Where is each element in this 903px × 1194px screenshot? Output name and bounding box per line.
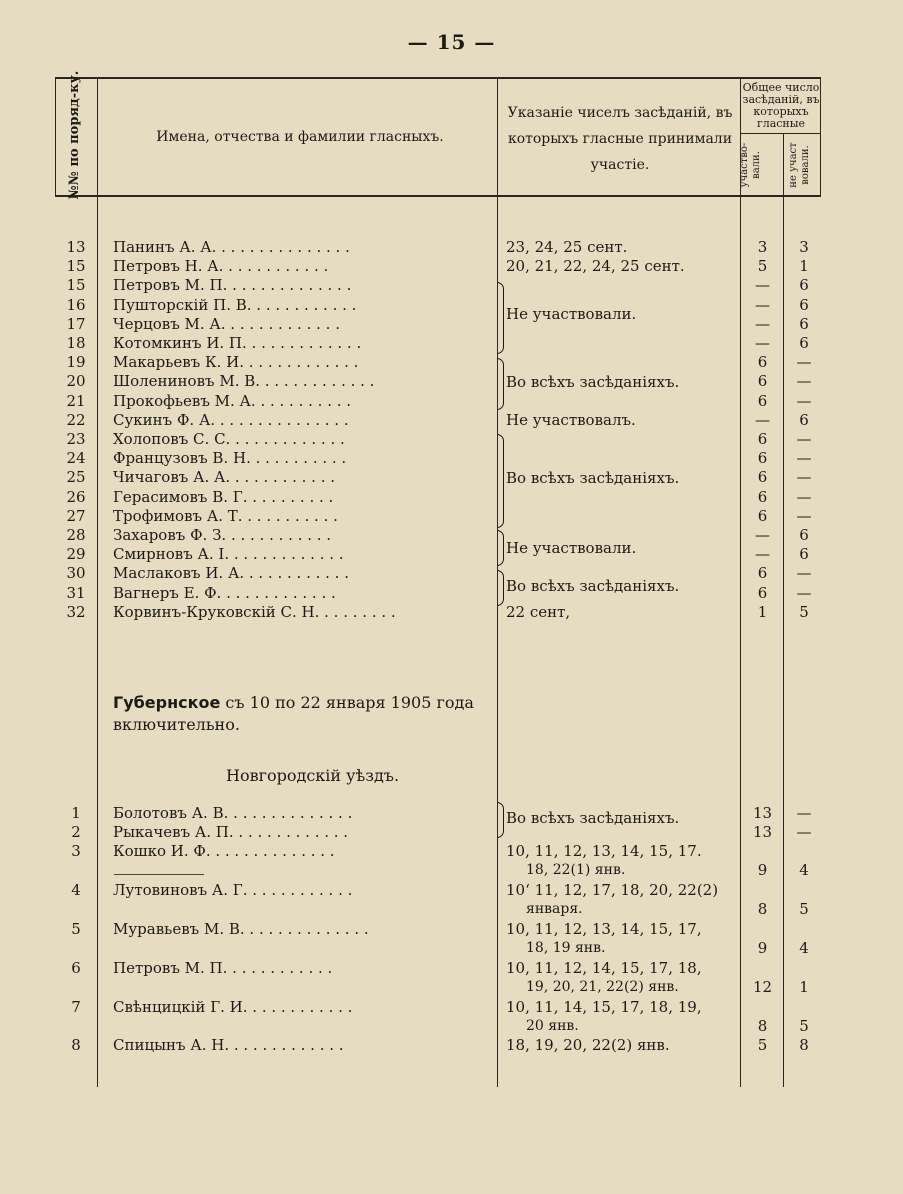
brace-group-3 (497, 434, 504, 528)
table-row (0, 295, 903, 315)
group-note-2: Во всѣхъ засѣданіяхъ. (506, 373, 680, 391)
brace-group-2 (497, 358, 504, 410)
row-name: Герасимовъ В. Г. . . . . . . . . . (113, 487, 334, 506)
table-row (0, 822, 903, 842)
row-number: 27 (66, 506, 86, 525)
row-number: 26 (66, 487, 86, 506)
table-row (0, 563, 903, 583)
row-dates-line1: 18, 19, 20, 22(2) янв. (506, 1036, 670, 1054)
row-name: Кошко И. Ф. . . . . . . . . . . . . . (113, 842, 335, 860)
group-note-3: Во всѣхъ засѣданіяхъ. (506, 469, 680, 487)
row-dates-line1: 10, 11, 14, 15, 17, 18, 19, (506, 998, 702, 1016)
row-name: Пушторскій П. В. . . . . . . . . . . . (113, 295, 357, 314)
row-took-part: 8 (757, 1017, 768, 1035)
row-name: Лутовиновъ А. Г. . . . . . . . . . . . (113, 881, 353, 899)
section-title (113, 692, 474, 714)
row-not-took-part: — (796, 372, 812, 391)
row-took-part: 6 (757, 487, 768, 506)
table-row (0, 880, 903, 918)
row-number: 32 (66, 602, 86, 621)
row-dates: 22 сент, (506, 602, 571, 621)
row-number: 15 (66, 276, 86, 295)
row-name: Петровъ М. П. . . . . . . . . . . . (113, 959, 333, 977)
row-took-part: 6 (757, 506, 768, 525)
row-took-part: 9 (757, 939, 768, 957)
header-col-names: Имена, отчества и фамилии гласныхъ. (156, 129, 444, 145)
table-row (0, 237, 903, 257)
table-row (0, 467, 903, 487)
row-number: 7 (71, 998, 81, 1016)
row-number: 1 (71, 804, 81, 822)
group-note-1: Не участвовали. (506, 305, 637, 323)
row-took-part: 6 (757, 430, 768, 448)
table-row (0, 487, 903, 507)
row-name: Болотовъ А. В. . . . . . . . . . . . . . (113, 804, 353, 822)
table-row (0, 1035, 903, 1055)
row-took-part: 3 (757, 238, 768, 256)
row-name: Трофимовъ А. Т. . . . . . . . . . . (113, 506, 338, 525)
row-name: Спицынъ А. Н. . . . . . . . . . . . . (113, 1036, 344, 1054)
row-dates-line2: 18, 22(1) янв. (526, 862, 626, 878)
row-number: 19 (66, 353, 86, 372)
row-number: 29 (66, 545, 86, 564)
row-not-took-part: 6 (799, 410, 809, 429)
row-dates-line1: 10, 11, 12, 13, 14, 15, 17. (506, 842, 702, 860)
row-number: 30 (66, 564, 86, 583)
row-number: 25 (66, 468, 86, 487)
row-took-part: — (755, 295, 770, 314)
row-took-part: 6 (757, 583, 768, 602)
row-not-took-part: — (796, 583, 812, 602)
row-dates: Не участвовалъ. (506, 410, 636, 429)
row-not-took-part: 1 (799, 257, 809, 276)
row-number: 20 (66, 372, 86, 391)
row-not-took-part: 6 (799, 526, 809, 544)
row-name: Смирновъ А. I. . . . . . . . . . . . . (113, 545, 344, 564)
row-name: Захаровъ Ф. З. . . . . . . . . . . . (113, 526, 332, 544)
row-took-part: 6 (757, 468, 768, 487)
row-not-took-part: 6 (799, 334, 809, 352)
table-row (0, 314, 903, 334)
row-not-took-part: — (796, 430, 812, 448)
section-title-line2: включительно. (113, 715, 240, 734)
table-row (0, 448, 903, 468)
row-not-took-part: — (796, 487, 812, 506)
row-took-part: 1 (757, 602, 768, 621)
header-col-dates: Указаніе чиселъ засѣданій, въ которыхъ гласные принимали участіе. (507, 105, 733, 173)
table-row (0, 333, 903, 353)
row-dates-line2: января. (526, 901, 583, 917)
uezd-title: Новгородскій уѣздъ. (226, 766, 400, 785)
table-row (0, 958, 903, 996)
row-took-part: 5 (757, 257, 768, 276)
row-not-took-part: 6 (799, 276, 809, 295)
brace-group-4 (497, 530, 504, 566)
row-number: 4 (71, 881, 81, 899)
table-row (0, 352, 903, 372)
row-dates-line1: 10, 11, 12, 14, 15, 17, 18, (506, 959, 702, 977)
row-not-took-part: 4 (799, 861, 809, 879)
row-name: Сукинъ Ф. А. . . . . . . . . . . . . . . (113, 410, 349, 429)
group-note-4: Не участвовали. (506, 539, 637, 557)
row-took-part: 8 (757, 900, 768, 918)
header-not-took-part: не участ вовали. (788, 142, 811, 188)
row-name: Макарьевъ К. И. . . . . . . . . . . . . (113, 353, 359, 372)
row-took-part: 6 (757, 353, 768, 372)
row-name: Прокофьевъ М. А. . . . . . . . . . . (113, 391, 352, 410)
table-row (0, 525, 903, 545)
row-number: 23 (66, 430, 86, 448)
table-row (0, 544, 903, 564)
row-dates: 23, 24, 25 сент. (506, 238, 628, 256)
header-took-part: участво-вали. (739, 142, 762, 188)
row-number: 21 (66, 391, 86, 410)
section-title-bold: Губернское (113, 693, 221, 712)
group-note-6: Во всѣхъ засѣданіяхъ. (506, 809, 680, 827)
table-row (0, 506, 903, 526)
row-number: 17 (66, 314, 86, 333)
table-row (0, 803, 903, 823)
row-dates-line1: 10‘ 11, 12, 17, 18, 20, 22(2) (506, 881, 719, 899)
row-name: Корвинъ-Круковскій С. Н. . . . . . . . . (113, 602, 396, 621)
row-name: Вагнеръ Е. Ф. . . . . . . . . . . . . (113, 583, 336, 602)
table-top-rule (55, 77, 820, 79)
row-not-took-part: 3 (799, 238, 809, 256)
row-name: Свѣнцицкій Г. И. . . . . . . . . . . . (113, 998, 353, 1016)
table-row (0, 429, 903, 449)
table-row (0, 410, 903, 430)
row-name: Петровъ М. П. . . . . . . . . . . . . . (113, 276, 352, 295)
row-name: Холоповъ С. С. . . . . . . . . . . . . (113, 430, 345, 448)
row-took-part: 13 (752, 823, 773, 841)
table-row (0, 371, 903, 391)
brace-group-1 (497, 282, 504, 354)
row-name: Черцовъ М. А. . . . . . . . . . . . . (113, 314, 340, 333)
table-row (0, 583, 903, 603)
row-number: 18 (66, 334, 86, 352)
row-took-part: — (755, 314, 770, 333)
section-title-rest: съ 10 по 22 января 1905 года (220, 693, 474, 712)
row-not-took-part: — (796, 804, 812, 822)
row-not-took-part: 5 (799, 900, 809, 918)
header-col-num: №№ по поряд-ку. (67, 70, 82, 200)
row-name: Маслаковъ И. А. . . . . . . . . . . . (113, 564, 349, 583)
row-not-took-part: 8 (799, 1036, 809, 1054)
row-number: 8 (71, 1036, 81, 1054)
row-not-took-part: 6 (799, 314, 809, 333)
row-not-took-part: 4 (799, 939, 809, 957)
row-not-took-part: — (796, 391, 812, 410)
row-dates: 20, 21, 22, 24, 25 сент. (506, 257, 685, 276)
col-divider-num (55, 77, 56, 197)
row-name: Французовъ В. Н. . . . . . . . . . . (113, 449, 347, 468)
row-not-took-part: 5 (799, 602, 809, 621)
row-number: 28 (66, 526, 86, 544)
row-number: 22 (66, 410, 86, 429)
row-not-took-part: 6 (799, 545, 809, 564)
row-name: Шолениновъ М. В. . . . . . . . . . . . . (113, 372, 375, 391)
row-name: Муравьевъ М. В. . . . . . . . . . . . . . (113, 920, 369, 938)
row-took-part: 5 (757, 1036, 768, 1054)
row-dates-line1: 10, 11, 12, 13, 14, 15, 17, (506, 920, 702, 938)
row-name: Чичаговъ А. А. . . . . . . . . . . . (113, 468, 336, 487)
table-row (0, 602, 903, 622)
row-not-took-part: — (796, 506, 812, 525)
row-not-took-part: — (796, 564, 812, 583)
row-dates-line2: 20 янв. (526, 1018, 579, 1034)
row-took-part: 6 (757, 391, 768, 410)
row-number: 5 (71, 920, 81, 938)
table-row (0, 919, 903, 957)
row-not-took-part: — (796, 468, 812, 487)
brace-group-5 (497, 570, 504, 606)
row-not-took-part: 6 (799, 295, 809, 314)
table-row (0, 391, 903, 411)
row-took-part: — (755, 334, 770, 352)
row-took-part: — (755, 410, 770, 429)
row-not-took-part: 1 (799, 978, 809, 996)
row-number: 24 (66, 449, 86, 468)
row-took-part: 6 (757, 372, 768, 391)
row-name: Петровъ Н. А. . . . . . . . . . . . (113, 257, 329, 276)
row-took-part: — (755, 526, 770, 544)
row-not-took-part: 5 (799, 1017, 809, 1035)
row-number: 16 (66, 295, 86, 314)
row-name: Рыкачевъ А. П. . . . . . . . . . . . . (113, 823, 349, 841)
row-number: 6 (71, 959, 81, 977)
underline-stroke (114, 874, 204, 875)
row-number: 2 (71, 823, 81, 841)
header-bottom-rule (55, 195, 820, 197)
row-dates-line2: 18, 19 янв. (526, 940, 606, 956)
table-row (0, 275, 903, 295)
row-not-took-part: — (796, 823, 812, 841)
row-not-took-part: — (796, 353, 812, 372)
row-took-part: 9 (757, 861, 768, 879)
group-note-5: Во всѣхъ засѣданіяхъ. (506, 577, 680, 595)
row-number: 3 (71, 842, 81, 860)
table-row (0, 256, 903, 276)
row-name: Котомкинъ И. П. . . . . . . . . . . . . (113, 334, 362, 352)
row-took-part: — (755, 276, 770, 295)
row-number: 15 (66, 257, 86, 276)
row-took-part: 12 (752, 978, 773, 996)
table-row (0, 997, 903, 1035)
header-col-total: Общее число засѣданій, въ которыхъ гласные (742, 81, 820, 130)
row-name: Панинъ А. А. . . . . . . . . . . . . . . (113, 238, 350, 256)
table-row (0, 841, 903, 879)
row-took-part: 6 (757, 449, 768, 468)
page-number: — 15 — (407, 30, 496, 54)
brace-group-6 (497, 802, 504, 838)
row-took-part: 6 (757, 564, 768, 583)
row-not-took-part: — (796, 449, 812, 468)
row-dates-line2: 19, 20, 21, 22(2) янв. (526, 979, 679, 995)
row-took-part: — (755, 545, 770, 564)
row-number: 13 (66, 238, 86, 256)
total-sub-rule (740, 133, 820, 134)
row-took-part: 13 (752, 804, 773, 822)
row-number: 31 (66, 583, 86, 602)
